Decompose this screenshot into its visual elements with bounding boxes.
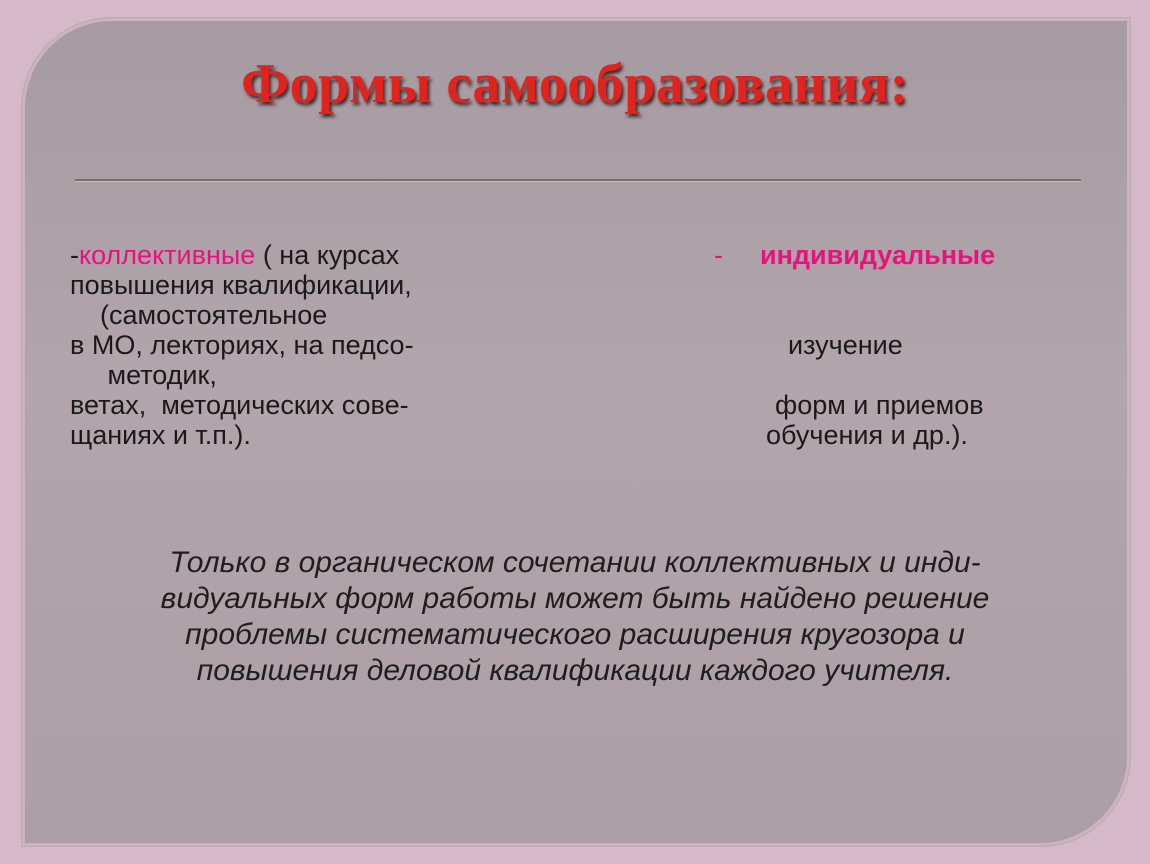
conclusion-text <box>60 545 1090 689</box>
slide-title: Формы самообразования: <box>241 53 909 115</box>
conclusion-line: видуальных форм работы может быть найдено решение <box>160 582 990 615</box>
conclusion-line: повышения деловой квалификации каждого учителя. <box>196 654 954 687</box>
left-line-1 <box>70 240 399 270</box>
right-dash: - <box>714 240 723 270</box>
left-line-6: ветах, методических сове- <box>70 390 409 420</box>
conclusion-line: проблемы систематического расширения кругозора и <box>185 618 965 651</box>
right-line-3: форм и приемов <box>775 390 984 420</box>
left-line-2: повышения квалификации, <box>70 270 412 300</box>
left-line-5: методик, <box>70 360 217 390</box>
collective-label: коллективные <box>79 240 256 270</box>
individual-label: индивидуальные <box>760 240 996 270</box>
left-line-4: в МО, лекториях, на педсо- <box>70 330 414 360</box>
title-divider <box>75 179 1081 181</box>
left-line-3: (самостоятельное <box>70 300 328 330</box>
right-line-4: обучения и др.). <box>766 420 968 450</box>
left-line-7: щаниях и т.п.). <box>70 420 251 450</box>
left-line-1-rest: ( на курсах <box>255 240 400 270</box>
right-line-2: изучение <box>788 330 903 360</box>
conclusion-line: Только в органическом сочетании коллективных и инди- <box>169 546 981 579</box>
left-prefix: - <box>70 240 79 270</box>
